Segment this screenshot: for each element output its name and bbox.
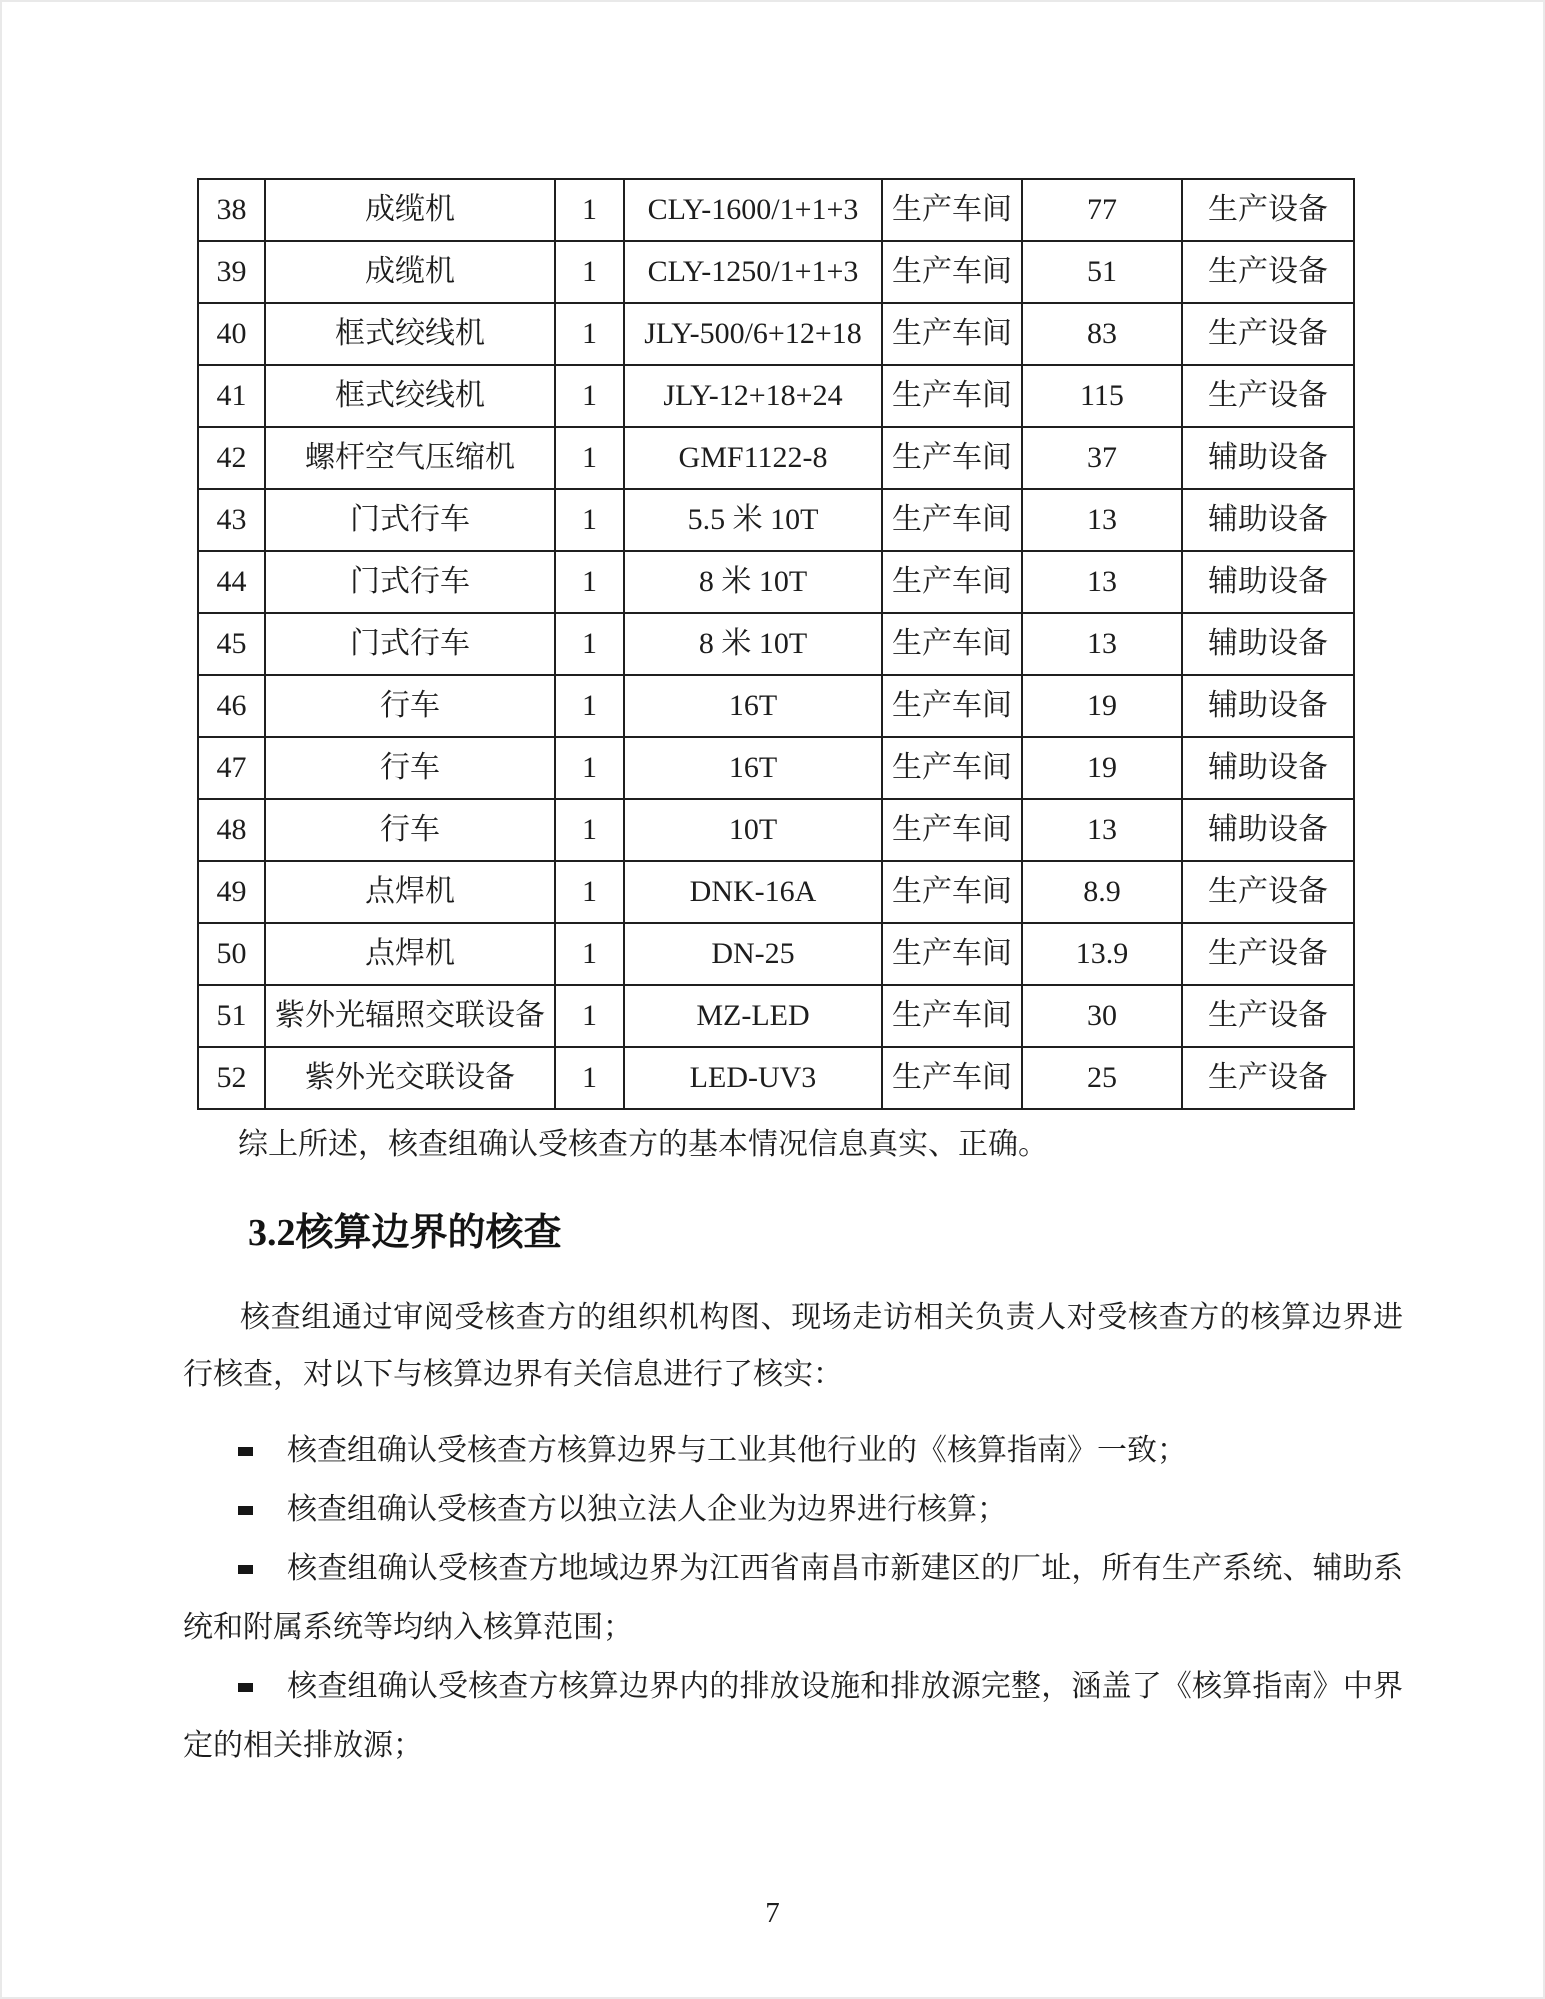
- summary-paragraph: 综上所述，核查组确认受核查方的基本情况信息真实、正确。: [238, 1128, 1048, 1161]
- table-cell: 生产车间: [882, 179, 1022, 241]
- table-cell: 行车: [265, 737, 555, 799]
- table-cell: 门式行车: [265, 489, 555, 551]
- table-cell: 生产车间: [882, 1047, 1022, 1109]
- table-cell: 生产车间: [882, 303, 1022, 365]
- table-cell: 成缆机: [265, 241, 555, 303]
- table-cell: 生产车间: [882, 241, 1022, 303]
- table-cell: 1: [555, 241, 624, 303]
- bullet-square-icon: [238, 1447, 253, 1456]
- table-cell: 1: [555, 737, 624, 799]
- table-cell: CLY-1250/1+1+3: [624, 241, 882, 303]
- table-cell: DNK-16A: [624, 861, 882, 923]
- table-cell: 行车: [265, 799, 555, 861]
- table-cell: 生产设备: [1182, 303, 1354, 365]
- table-cell: 10T: [624, 799, 882, 861]
- table-cell: 1: [555, 427, 624, 489]
- section-heading: 3.2核算边界的核查: [248, 1212, 562, 1254]
- table-cell: 螺杆空气压缩机: [265, 427, 555, 489]
- table-cell: 13: [1022, 551, 1182, 613]
- table-cell: MZ-LED: [624, 985, 882, 1047]
- table-row: [198, 489, 1354, 551]
- table-cell: 生产车间: [882, 799, 1022, 861]
- table-cell: JLY-500/6+12+18: [624, 303, 882, 365]
- table-cell: 51: [1022, 241, 1182, 303]
- table-cell: 生产车间: [882, 365, 1022, 427]
- table-cell: 辅助设备: [1182, 427, 1354, 489]
- table-cell: 42: [198, 427, 265, 489]
- table-row: [198, 241, 1354, 303]
- table-cell: 45: [198, 613, 265, 675]
- table-row: [198, 923, 1354, 985]
- table-cell: 49: [198, 861, 265, 923]
- intro-paragraph: 核查组通过审阅受核查方的组织机构图、现场走访相关负责人对受核查方的核算边界进行核查，对以下与核算边界有关信息进行了核实：: [183, 1301, 1403, 1391]
- table-cell: 47: [198, 737, 265, 799]
- equipment-table: [197, 178, 1355, 1110]
- table-cell: 5.5 米 10T: [624, 489, 882, 551]
- table-row: [198, 861, 1354, 923]
- table-row: [198, 799, 1354, 861]
- table-cell: 8 米 10T: [624, 551, 882, 613]
- table-cell: 紫外光辐照交联设备: [265, 985, 555, 1047]
- table-cell: 19: [1022, 737, 1182, 799]
- table-cell: 点焊机: [265, 923, 555, 985]
- bullet-item: [183, 1480, 1403, 1539]
- table-cell: 生产设备: [1182, 985, 1354, 1047]
- table-cell: 41: [198, 365, 265, 427]
- table-cell: 1: [555, 1047, 624, 1109]
- table-cell: 框式绞线机: [265, 303, 555, 365]
- table-row: [198, 179, 1354, 241]
- table-cell: 辅助设备: [1182, 489, 1354, 551]
- table-cell: 40: [198, 303, 265, 365]
- table-cell: 13.9: [1022, 923, 1182, 985]
- table-cell: 1: [555, 551, 624, 613]
- table-cell: 115: [1022, 365, 1182, 427]
- bullet-text: 核查组确认受核查方地域边界为江西省南昌市新建区的厂址，所有生产系统、辅助系统和附属系统等均纳入核算范围；: [183, 1552, 1403, 1644]
- bullet-item: [183, 1539, 1403, 1657]
- table-cell: 13: [1022, 799, 1182, 861]
- table-cell: 16T: [624, 737, 882, 799]
- bullet-text: 核查组确认受核查方核算边界与工业其他行业的《核算指南》一致；: [287, 1434, 1187, 1467]
- bullet-text: 核查组确认受核查方以独立法人企业为边界进行核算；: [287, 1493, 1007, 1526]
- table-cell: 43: [198, 489, 265, 551]
- table-cell: 30: [1022, 985, 1182, 1047]
- table-cell: 13: [1022, 489, 1182, 551]
- table-cell: 框式绞线机: [265, 365, 555, 427]
- table-cell: 辅助设备: [1182, 737, 1354, 799]
- table-row: [198, 613, 1354, 675]
- bullet-item: [183, 1657, 1403, 1775]
- table-cell: 38: [198, 179, 265, 241]
- table-cell: DN-25: [624, 923, 882, 985]
- table-cell: 77: [1022, 179, 1182, 241]
- table-cell: 1: [555, 365, 624, 427]
- table-cell: JLY-12+18+24: [624, 365, 882, 427]
- table-cell: 1: [555, 861, 624, 923]
- table-cell: GMF1122-8: [624, 427, 882, 489]
- table-cell: 生产设备: [1182, 241, 1354, 303]
- table-cell: 生产车间: [882, 737, 1022, 799]
- table-cell: 52: [198, 1047, 265, 1109]
- bullet-text: 核查组确认受核查方核算边界内的排放设施和排放源完整，涵盖了《核算指南》中界定的相关排放源；: [183, 1670, 1403, 1762]
- table-row: [198, 551, 1354, 613]
- table-cell: 1: [555, 613, 624, 675]
- table-cell: 门式行车: [265, 551, 555, 613]
- table-cell: 生产车间: [882, 613, 1022, 675]
- table-cell: 13: [1022, 613, 1182, 675]
- table-cell: LED-UV3: [624, 1047, 882, 1109]
- table-cell: 生产车间: [882, 489, 1022, 551]
- table-cell: 行车: [265, 675, 555, 737]
- table-row: [198, 985, 1354, 1047]
- table-cell: 1: [555, 489, 624, 551]
- bullet-list: [183, 1421, 1403, 1775]
- table-cell: 50: [198, 923, 265, 985]
- table-row: [198, 365, 1354, 427]
- table-cell: 46: [198, 675, 265, 737]
- table-cell: 39: [198, 241, 265, 303]
- table-cell: 25: [1022, 1047, 1182, 1109]
- table-cell: 1: [555, 985, 624, 1047]
- table-cell: 48: [198, 799, 265, 861]
- table-row: [198, 427, 1354, 489]
- table-cell: 44: [198, 551, 265, 613]
- bullet-square-icon: [238, 1565, 253, 1574]
- table-cell: 点焊机: [265, 861, 555, 923]
- bullet-square-icon: [238, 1683, 253, 1692]
- table-row: [198, 737, 1354, 799]
- table-cell: 16T: [624, 675, 882, 737]
- table-cell: 生产车间: [882, 861, 1022, 923]
- table-cell: 1: [555, 675, 624, 737]
- table-cell: 生产车间: [882, 923, 1022, 985]
- table-cell: 生产车间: [882, 675, 1022, 737]
- table-cell: 1: [555, 799, 624, 861]
- table-cell: 紫外光交联设备: [265, 1047, 555, 1109]
- table-cell: 19: [1022, 675, 1182, 737]
- table-cell: 生产设备: [1182, 1047, 1354, 1109]
- table-cell: 8.9: [1022, 861, 1182, 923]
- table-row: [198, 1047, 1354, 1109]
- bullet-item: [183, 1421, 1403, 1480]
- table-cell: 门式行车: [265, 613, 555, 675]
- table-row: [198, 675, 1354, 737]
- table-cell: 1: [555, 303, 624, 365]
- table-cell: 1: [555, 179, 624, 241]
- table-cell: 生产车间: [882, 551, 1022, 613]
- table-cell: 辅助设备: [1182, 551, 1354, 613]
- table-row: [198, 303, 1354, 365]
- table-cell: 83: [1022, 303, 1182, 365]
- table-cell: 辅助设备: [1182, 675, 1354, 737]
- table-cell: 辅助设备: [1182, 799, 1354, 861]
- table-cell: 8 米 10T: [624, 613, 882, 675]
- table-cell: 辅助设备: [1182, 613, 1354, 675]
- table-cell: 37: [1022, 427, 1182, 489]
- table-cell: 生产车间: [882, 427, 1022, 489]
- equipment-table-body: [198, 179, 1354, 1109]
- table-cell: 生产设备: [1182, 179, 1354, 241]
- table-cell: 生产车间: [882, 985, 1022, 1047]
- bullet-square-icon: [238, 1506, 253, 1515]
- table-cell: 生产设备: [1182, 923, 1354, 985]
- table-cell: CLY-1600/1+1+3: [624, 179, 882, 241]
- table-cell: 成缆机: [265, 179, 555, 241]
- table-cell: 1: [555, 923, 624, 985]
- table-cell: 51: [198, 985, 265, 1047]
- table-cell: 生产设备: [1182, 861, 1354, 923]
- page-number: 7: [765, 1897, 780, 1929]
- table-cell: 生产设备: [1182, 365, 1354, 427]
